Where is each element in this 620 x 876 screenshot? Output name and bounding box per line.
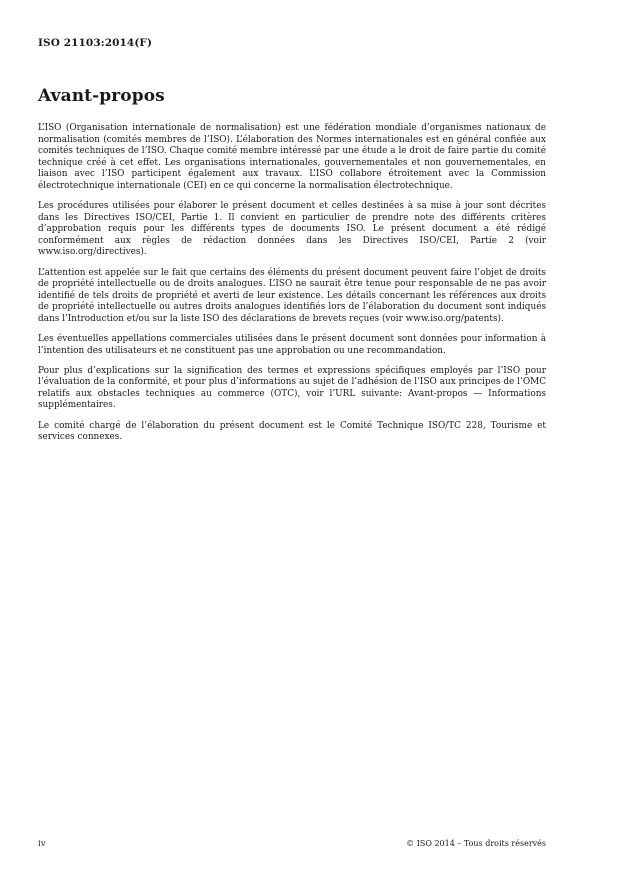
paragraph-patent-rights: L’attention est appelée sur le fait que certains des éléments du présent document peuvent faire l’objet de droits de propriété intellectuelle ou de droits analogues. L’ISO ne saurait être tenue pour responsable de ne pas avoir identifié de tels droits de propriété et averti de leur existence. Les détails concernant les références aux droits de propriété intellectuelle ou autres droits analogues identifiés lors de l’élaboration du document sont indiqués dans l’Introduction et/ou sur la liste ISO des déclarations de brevets reçues (voir www.iso.org/patents). <box>38 267 546 324</box>
document-reference: ISO 21103:2014(F) <box>38 37 153 49</box>
paragraph-procedures: Les procédures utilisées pour élaborer le présent document et celles destinées à sa mise à jour sont décrites dans les Directives ISO/CEI, Partie 1. Il convient en particulier de prendre note des différents critères d’approbation requis pour les différents types de documents ISO. Le présent document a été rédigé conformément aux règles de rédaction données dans les Directives ISO/CEI, Partie 2 (voir www.iso.org/directives). <box>38 201 546 258</box>
paragraph-iso-overview: L’ISO (Organisation internationale de normalisation) est une fédération mondiale d’organismes nationaux de normalisation (comités membres de l’ISO). L’élaboration des Normes internationales est en général confiée aux comités techniques de l’ISO. Chaque comité membre intéressé par une étude a le droit de faire partie du comité technique créé à cet effet. Les organisations internationales, gouvernementales et non gouvernementales, en liaison avec l’ISO participent également aux travaux. L’ISO collabore étroitement avec la Commission électrotechnique internationale (CEI) en ce qui concerne la normalisation électrotechnique. <box>38 123 546 191</box>
foreword-body <box>38 123 546 452</box>
copyright-notice: © ISO 2014 – Tous droits réservés <box>406 839 546 848</box>
paragraph-trade-names: Les éventuelles appellations commerciales utilisées dans le présent document sont données pour information à l’intention des utilisateurs et ne constituent pas une approbation ou une recommandation. <box>38 334 546 356</box>
page-number: iv <box>38 839 46 849</box>
section-title: Avant-propos <box>38 86 165 106</box>
paragraph-committee: Le comité chargé de l’élaboration du présent document est le Comité Technique ISO/TC 228, Tourisme et services connexes. <box>38 420 546 443</box>
paragraph-conformity-info: Pour plus d’explications sur la signification des termes et expressions spécifiques employés par l’ISO pour l’évaluation de la conformité, et pour plus d’informations au sujet de l’adhésion de l’ISO aux principes de l’OMC relatifs aux obstacles techniques au commerce (OTC), voir l’URL suivante: Avant-propos — Informations supplémentaires. <box>38 365 546 411</box>
